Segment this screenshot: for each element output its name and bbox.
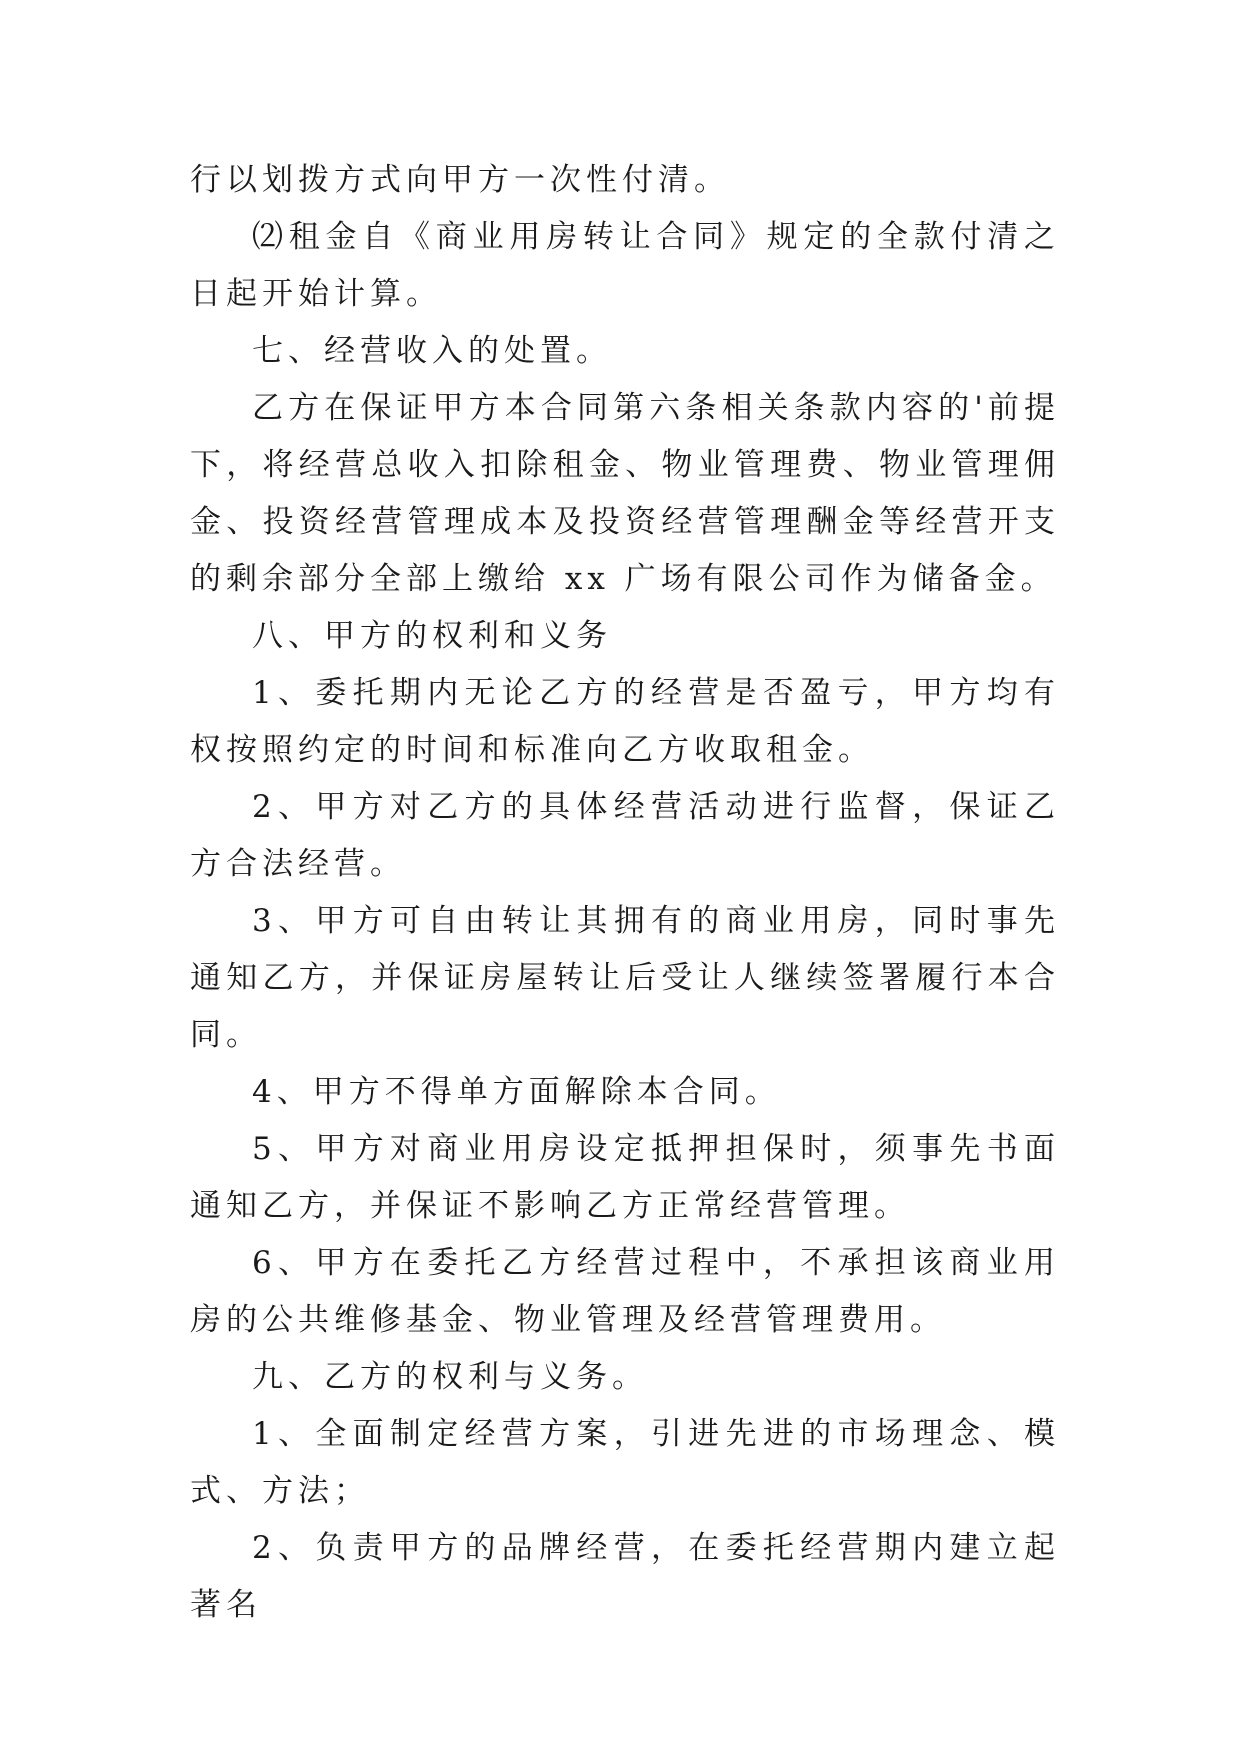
- clause-8-3: 3、甲方可自由转让其拥有的商业用房，同时事先通知乙方，并保证房屋转让后受让人继续签署履行本合同。: [190, 903, 1060, 1053]
- clause-8-5: 5、甲方对商业用房设定抵押担保时，须事先书面通知乙方，并保证不影响乙方正常经营管理。: [190, 1131, 1060, 1224]
- document-body: [190, 152, 1060, 1634]
- clause-9-1: 1、全面制定经营方案，引进先进的市场理念、模式、方法；: [190, 1416, 1060, 1509]
- paragraph-2: ⑵租金自《商业用房转让合同》规定的全款付清之日起开始计算。: [190, 219, 1060, 312]
- clause-8-2: 2、甲方对乙方的具体经营活动进行监督，保证乙方合法经营。: [190, 789, 1060, 882]
- paragraph-1: 行以划拨方式向甲方一次性付清。: [190, 162, 730, 198]
- section-heading-9: 九、乙方的权利与义务。: [252, 1359, 648, 1395]
- paragraph-4: 乙方在保证甲方本合同第六条相关条款内容的'前提下，将经营总收入扣除租金、物业管理费、物业管理佣金、投资经营管理成本及投资经营管理酬金等经营开支的剩余部分全部上缴给 xx 广场有限公司作为储备金。: [190, 390, 1060, 597]
- clause-8-4: 4、甲方不得单方面解除本合同。: [252, 1074, 781, 1110]
- section-heading-8: 八、甲方的权利和义务: [252, 618, 612, 654]
- clause-9-2: 2、负责甲方的品牌经营，在委托经营期内建立起著名: [190, 1530, 1060, 1623]
- section-heading-7: 七、经营收入的处置。: [252, 333, 612, 369]
- clause-8-6: 6、甲方在委托乙方经营过程中，不承担该商业用房的公共维修基金、物业管理及经营管理费用。: [190, 1245, 1060, 1338]
- clause-8-1: 1、委托期内无论乙方的经营是否盈亏，甲方均有权按照约定的时间和标准向乙方收取租金。: [190, 675, 1060, 768]
